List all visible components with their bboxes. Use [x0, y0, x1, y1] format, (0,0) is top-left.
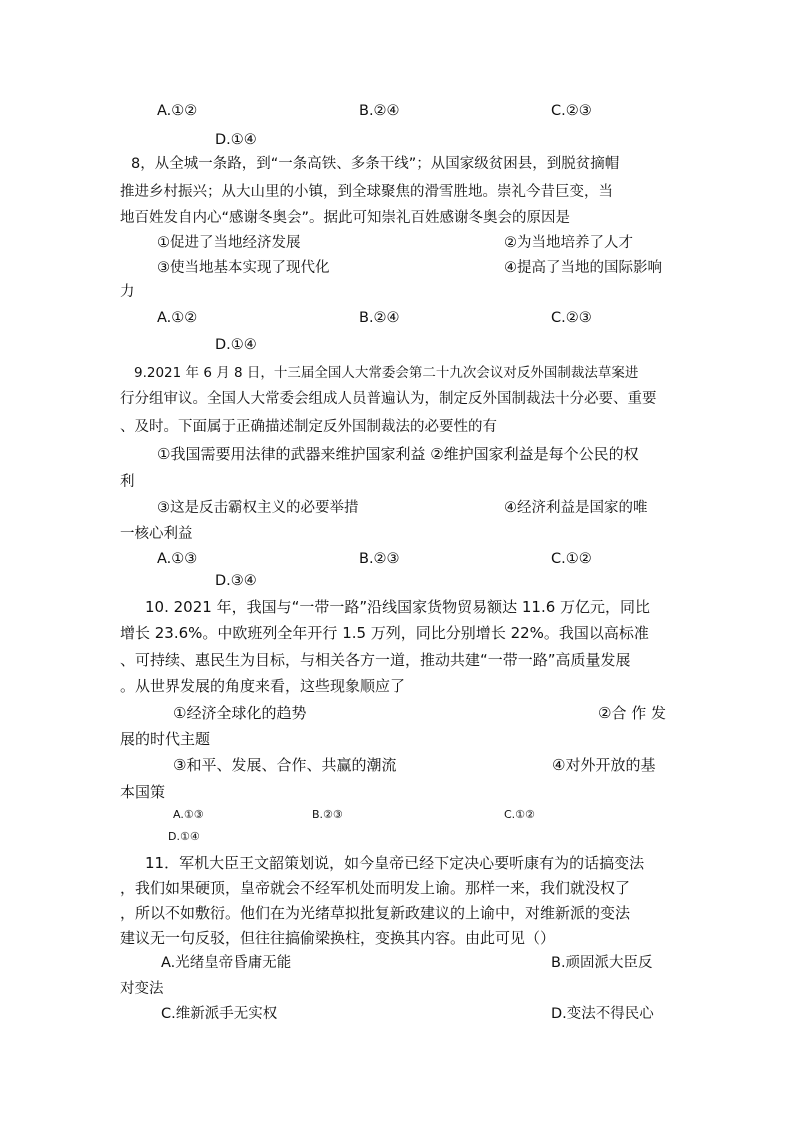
q9-stem-line-2: 行分组审议。全国人大常委会组成人员普遍认为，制定反外国制裁法十分必要、重要: [120, 391, 657, 407]
q8-stem-line-1: 8，从全城一条路，到“一条高铁、多条干线”；从国家级贫困县，到脱贫摘帽: [131, 156, 620, 172]
q11-option-a: A.光绪皇帝昏庸无能: [161, 955, 292, 971]
q9-items-1-2-cont: 利: [120, 474, 135, 490]
q9-items-1-2: ①我国需要用法律的武器来维护国家利益 ②维护国家利益是每个公民的权: [157, 445, 639, 463]
q10-item-3: ③和平、发展、合作、共赢的潮流: [173, 756, 397, 774]
q10-item-1: ①经济全球化的趋势: [173, 704, 307, 722]
q11-option-b-cont: 对变法: [120, 981, 164, 997]
q9-item-3: ③这是反击霸权主义的必要举措: [157, 500, 359, 516]
q10-stem-line-4: 。从世界发展的角度来看，这些现象顺应了: [120, 677, 406, 695]
q11-stem-line-2: ，我们如果硬顶，皇帝就会不经军机处而明发上谕。那样一来，我们就没权了: [120, 879, 631, 897]
q8-option-a: A.①②: [157, 310, 198, 326]
q9-item-4: ④经济利益是国家的唯: [504, 500, 648, 516]
q7-option-d: D.①④: [215, 132, 257, 148]
q8-item-1: ①促进了当地经济发展: [157, 235, 301, 251]
q8-option-d: D.①④: [215, 337, 257, 353]
q10-option-a: A.①③: [173, 808, 204, 821]
q10-item-4: ④对外开放的基: [552, 756, 656, 774]
q11-option-b: B.顽固派大臣反: [551, 955, 653, 971]
q10-option-d: D.①④: [168, 830, 200, 843]
q9-stem-line-1: 9.2021 年 6 月 8 日，十三届全国人大常委会第二十九次会议对反外国制裁法草案进: [134, 365, 639, 381]
q8-stem-line-2: 推进乡村振兴；从大山里的小镇，到全球聚焦的滑雪胜地。崇礼今昔巨变，当: [120, 184, 613, 200]
q9-option-a: A.①③: [157, 551, 198, 567]
q9-option-b: B.②③: [359, 551, 400, 567]
q11-option-c: C.维新派手无实权: [161, 1006, 278, 1022]
q10-stem-line-3: 、可持续、惠民生为目标，与相关各方一道，推动共建“一带一路”高质量发展: [120, 651, 631, 669]
q9-option-c: C.①②: [551, 551, 592, 567]
q9-option-d: D.③④: [215, 573, 257, 589]
q9-stem-line-3: 、及时。下面属于正确描述制定反外国制裁法的必要性的有: [120, 419, 497, 435]
q8-item-4: ④提高了当地的国际影响: [504, 260, 662, 276]
q10-option-c: C.①②: [504, 808, 535, 821]
q8-stem-line-3: 地百姓发自内心“感谢冬奥会”。据此可知崇礼百姓感谢冬奥会的原因是: [120, 210, 571, 226]
q7-option-b: B.②④: [359, 103, 400, 119]
q10-stem-line-1: 10. 2021 年，我国与“一带一路”沿线国家货物贸易额达 11.6 万亿元，同比: [145, 598, 651, 616]
q8-option-b: B.②④: [359, 310, 400, 326]
q11-stem-line-4: 建议无一句反驳，但往往搞偷梁换柱，变换其内容。由此可见（）: [120, 929, 556, 947]
q8-option-c: C.②③: [551, 310, 592, 326]
q10-option-b: B.②③: [312, 808, 343, 821]
q10-item-2: ②合 作 发: [598, 704, 666, 722]
q8-item-4-cont: 力: [120, 284, 135, 300]
q7-option-a: A.①②: [157, 103, 198, 119]
q7-option-c: C.②③: [551, 103, 592, 119]
q10-item-2-cont: 展的时代主题: [120, 730, 211, 748]
q10-item-4-cont: 本国策: [120, 783, 166, 801]
q8-item-3: ③使当地基本实现了现代化: [157, 260, 330, 276]
q10-stem-line-2: 增长 23.6%。中欧班列全年开行 1.5 万列，同比分别增长 22%。我国以高标准: [120, 624, 649, 642]
q9-item-4-cont: 一核心利益: [120, 526, 193, 542]
q11-option-d: D.变法不得民心: [551, 1006, 654, 1022]
q8-item-2: ②为当地培养了人才: [504, 235, 633, 251]
q11-stem-line-3: ，所以不如敷衍。他们在为光绪草拟批复新政建议的上谕中，对维新派的变法: [120, 904, 631, 922]
q11-stem-line-1: 11．军机大臣王文韶策划说，如今皇帝已经下定决心要听康有为的话搞变法: [145, 854, 645, 872]
